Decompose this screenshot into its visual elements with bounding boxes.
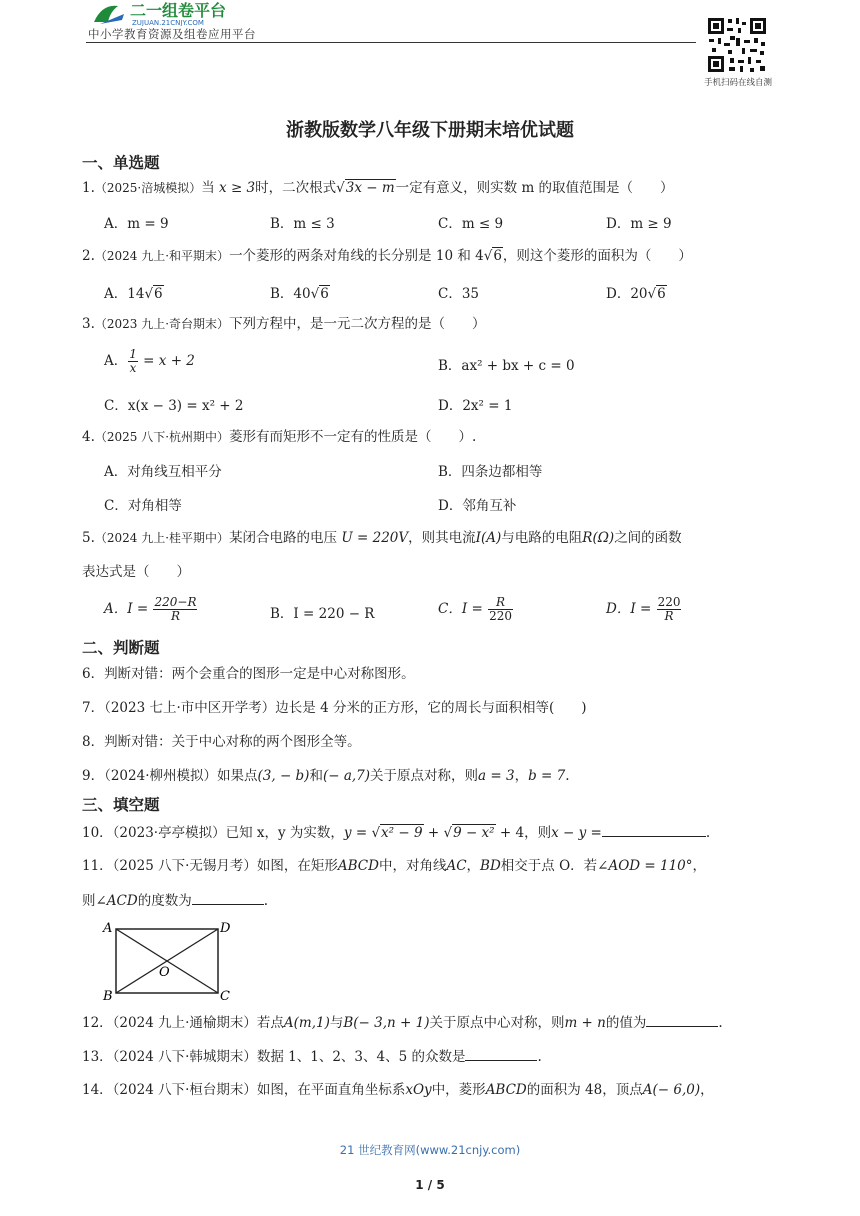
q4-option-d[interactable]: D．邻角互补 xyxy=(438,498,517,514)
q2-option-b[interactable]: B．40√6 xyxy=(270,286,329,302)
q1-option-c[interactable]: C．m ≤ 9 xyxy=(438,216,504,232)
q1-option-a[interactable]: A．m = 9 xyxy=(104,216,169,232)
label-o: O xyxy=(159,965,170,980)
platform-logo xyxy=(88,0,288,26)
q5-option-b[interactable]: B．I = 220 − R xyxy=(270,606,375,622)
logo-text: 二一组卷平台 xyxy=(130,1,227,20)
q4-option-c[interactable]: C．对角相等 xyxy=(104,498,182,514)
section-heading-true-false: 二、判断题 xyxy=(82,639,160,657)
question-3: 3.（2023 九上·奇台期末）下列方程中，是一元二次方程的是（ ） xyxy=(82,316,486,332)
question-10: 10．（2023·亭亭模拟）已知 x，y 为实数，y = √x² − 9 + √9 − x² + 4，则x − y = . xyxy=(82,822,710,843)
q3-option-d[interactable]: D．2x² = 1 xyxy=(438,398,513,414)
label-a: A xyxy=(103,921,113,936)
question-14: 14．（2024 八下·桓台期末）如图，在平面直角坐标系xOy中，菱形ABCD的面积为 48，顶点A(− 6,0)， xyxy=(82,1082,714,1098)
rectangle-figure xyxy=(100,918,240,1002)
question-6: 6．判断对错：两个会重合的图形一定是中心对称图形。 xyxy=(82,666,415,682)
label-d: D xyxy=(220,921,231,936)
answer-blank-10[interactable] xyxy=(602,822,706,837)
question-12: 12．（2024 九上·通榆期末）若点A(m,1)与B(− 3,n + 1)关于原点中心对称，则m + n的值为 . xyxy=(82,1012,723,1033)
question-2: 2.（2024 九上·和平期末）一个菱形的两条对角线的长分别是 10 和 4√6，则这个菱形的面积为（ ） xyxy=(82,248,692,264)
q4-option-b[interactable]: B．四条边都相等 xyxy=(438,464,543,480)
q4-option-a[interactable]: A．对角线互相平分 xyxy=(104,464,222,480)
q5-option-a[interactable]: A．I = $\frac{220-R}{R}$ xyxy=(104,595,197,623)
label-c: C xyxy=(220,989,230,1002)
header-divider xyxy=(86,42,696,43)
answer-blank-13[interactable] xyxy=(465,1046,537,1061)
question-8: 8．判断对错：关于中心对称的两个图形全等。 xyxy=(82,734,361,750)
section-heading-single-choice: 一、单选题 xyxy=(82,154,160,172)
q2-option-c[interactable]: C．35 xyxy=(438,286,480,302)
question-13: 13．（2024 八下·韩城期末）数据 1、1、2、3、4、5 的众数是 . xyxy=(82,1046,542,1067)
logo-graphic xyxy=(88,0,288,26)
answer-blank-11[interactable] xyxy=(192,890,264,905)
question-5: 5.（2024 九上·桂平期中）某闭合电路的电压 U = 220V，则其电流I(A)与电路的电阻R(Ω)之间的函数 xyxy=(82,530,682,546)
question-11: 11．（2025 八下·无锡月考）如图，在矩形ABCD中，对角线AC，BD相交于点 O．若∠AOD = 110°， xyxy=(82,858,707,874)
question-9: 9．（2024·柳州模拟）如果点(3, − b)和(− a,7)关于原点对称，则a = 3，b = 7. xyxy=(82,768,570,784)
q2-option-a[interactable]: A．14√6 xyxy=(104,286,163,302)
qr-caption: 手机扫码在线自测 xyxy=(703,78,772,88)
question-1: 1.（2025·涪城模拟）当 x ≥ 3时，二次根式√3x − m一定有意义，则实数 m 的取值范围是（ ） xyxy=(82,180,674,196)
q5-option-d[interactable]: D．I = $\frac{220}{R}$ xyxy=(606,595,681,623)
label-b: B xyxy=(103,989,113,1002)
answer-blank-12[interactable] xyxy=(646,1012,718,1027)
question-5-line-2: 表达式是（ ） xyxy=(82,564,190,580)
section-heading-fill-blank: 三、填空题 xyxy=(82,796,160,814)
page-number: 1 / 5 xyxy=(415,1178,445,1192)
question-7: 7．（2023 七上·市中区开学考）边长是 4 分米的正方形，它的周长与面积相等( ) xyxy=(82,700,587,716)
platform-subtitle: 中小学教育资源及组卷应用平台 xyxy=(88,27,256,41)
q1-option-d[interactable]: D．m ≥ 9 xyxy=(606,216,672,232)
page-title: 浙教版数学八年级下册期末培优试题 xyxy=(286,120,574,141)
footer-link[interactable]: 21 世纪教育网(www.21cnjy.com) xyxy=(339,1143,521,1157)
qr-code-icon[interactable] xyxy=(706,16,768,74)
logo-url-text: ZUJUAN.21CNJY.COM xyxy=(132,19,204,26)
q1-option-b[interactable]: B．m ≤ 3 xyxy=(270,216,335,232)
q3-option-a[interactable]: A． $\frac{1}{x}$ = x + 2 xyxy=(104,347,195,375)
q2-option-d[interactable]: D．20√6 xyxy=(606,286,666,302)
q5-option-c[interactable]: C．I = $\frac{R}{220}$ xyxy=(438,595,512,623)
q3-option-c[interactable]: C．x(x − 3) = x² + 2 xyxy=(104,398,244,414)
question-4: 4.（2025 八下·杭州期中）菱形有而矩形不一定有的性质是（ ）. xyxy=(82,429,477,445)
q3-option-b[interactable]: B．ax² + bx + c = 0 xyxy=(438,358,575,374)
question-11-line-2: 则∠ACD的度数为 . xyxy=(82,890,268,911)
